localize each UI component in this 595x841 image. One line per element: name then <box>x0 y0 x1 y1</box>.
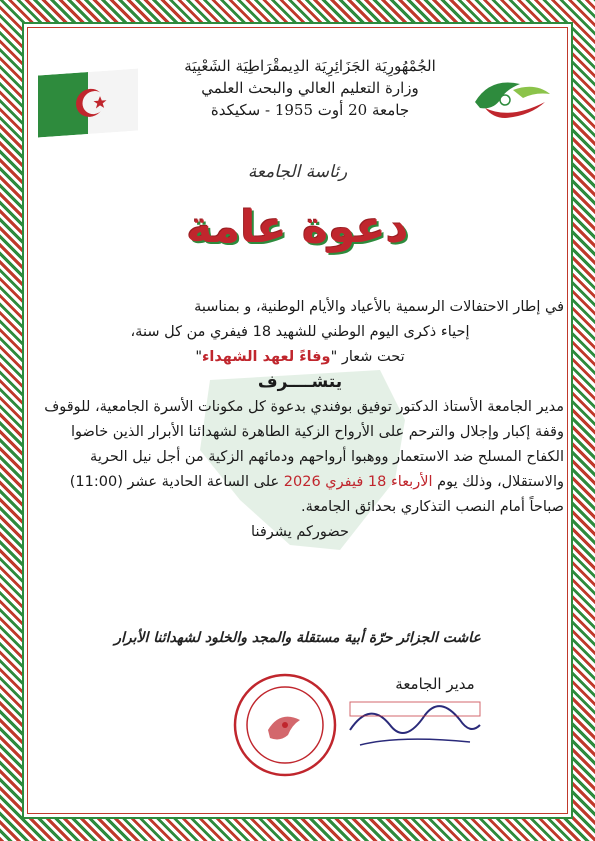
slogan-prefix: تحت شعار " <box>330 349 405 365</box>
official-seal-stamp-icon <box>230 670 340 780</box>
slogan-text: وفاءً لعهد الشهداء <box>202 349 331 365</box>
university-name: جامعة 20 أوت 1955 - سكيكدة <box>210 101 410 119</box>
intro-line-1: في إطار الاحتفالات الرسمية بالأعياد والأيام الوطنية، و بمناسبة <box>194 299 564 315</box>
university-logo-icon <box>465 72 555 128</box>
document <box>30 30 565 811</box>
invitation-body <box>36 295 564 545</box>
ministry-name: وزارة التعليم العالي والبحث العلمي <box>201 79 419 97</box>
closing-slogan: عاشت الجزائر حرّة أبية مستقلة والمجد والخلود لشهدائنا الأبرار <box>114 630 481 646</box>
honor-heading: يتشــــرف <box>257 372 343 392</box>
intro-line-2: إحياء ذكرى اليوم الوطني للشهيد 18 فيفري من كل سنة، <box>130 324 470 340</box>
attendance-line: حضوركم يشرفنا <box>251 524 349 540</box>
slogan-line <box>36 345 564 370</box>
slogan-suffix: " <box>195 349 203 365</box>
invitation-text-tail: على الساعة الحادية عشر (11:00) صباحاً أمام النصب التذكاري بحدائق الجامعة. <box>69 474 564 515</box>
republic-name: الجُمْهُورِيَة الجَزَائِرِيَة الدِيمقْرَاطِيَة الشَعْبِيَة <box>184 57 436 75</box>
header-institution <box>150 55 470 121</box>
event-date: الأربعاء 18 فيفري 2026 <box>283 474 433 490</box>
handwritten-signature-icon <box>330 690 490 760</box>
invitation-paragraph <box>36 395 564 520</box>
invitation-text: مدير الجامعة الأستاذ الدكتور توفيق بوفندي بدعوة كل مكونات الأسرة الجامعية، للوقوف وقفة إكبار وإجلال والترحم على الأرواح الزكية الطاهرة لشهدائنا الأبرار الذين خاضوا الكفاح المسلح ضد الاستعمار ووهبوا أرواحهم ودمائهم الزكية من أجل نيل الحرية والاستقلال، وذلك يوم <box>44 399 564 490</box>
algerian-flag-icon <box>38 69 138 138</box>
page-title: دعوة عامة <box>186 202 409 253</box>
signatory-title: مدير الجامعة <box>395 675 475 693</box>
presidency-heading: رئاسة الجامعة <box>247 162 348 182</box>
